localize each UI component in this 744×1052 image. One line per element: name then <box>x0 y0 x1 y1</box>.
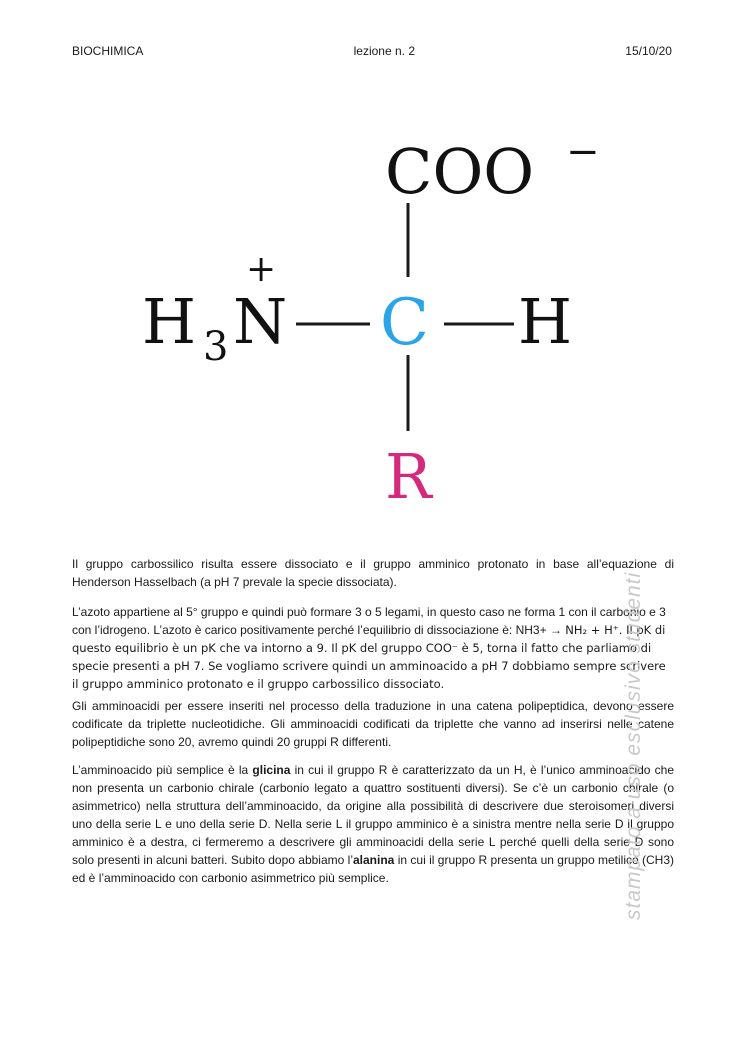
header-lesson: lezione n. 2 <box>353 44 415 58</box>
amine-charge: + <box>246 249 277 290</box>
paragraph-3 <box>72 697 674 751</box>
hydrogen-label: H <box>518 285 573 358</box>
header-date: 15/10/20 <box>625 44 672 58</box>
term-alanina: alanina <box>353 853 395 867</box>
paragraph-2-part-a: L’azoto appartiene al 5° gruppo e quindi può formare 3 o 5 legami, in questo caso ne forma 1 con il carbonio e 3 con l’idrogeno. L’azoto è carico positivamente perché l’equilibrio di dissociazione è: NH3+ → <box>72 605 666 637</box>
paragraph-4-part-3: in cui il gruppo R presenta un gruppo metilico (CH3) ed è l’amminoacido con carbonio asimmetrico più semplice. <box>72 853 675 885</box>
r-group-label: R <box>385 440 432 513</box>
watermark: stampato a uso esclusivo studenti <box>622 571 645 920</box>
paragraph-2-text <box>72 603 674 693</box>
amine-n-label: N <box>233 285 288 358</box>
carboxylate-label: COO <box>385 135 535 208</box>
header-subject: BIOCHIMICA <box>72 44 144 58</box>
paragraph-2 <box>72 603 674 693</box>
alpha-carbon-label: C <box>380 286 429 360</box>
paragraph-1 <box>72 555 674 591</box>
carboxylate-charge: − <box>566 129 600 175</box>
amino-acid-structure-svg <box>130 115 630 515</box>
paragraph-2-part-b: NH₂ + H⁺. Il pK di questo equilibrio è un pK che va intorno a 9. Il pK del gruppo COO⁻ è 5, torna il fatto che parliamo di specie presenti a pH 7. Se vogliamo scrivere quindi un amminoacido a pH 7 dobbiamo sempre scrivere il gruppo amminico protonato e il gruppo carbossilico dissociato. <box>72 623 666 691</box>
paragraph-4-part-1: L’amminoacido più semplice è la <box>72 763 253 777</box>
paragraph-1-text: Il gruppo carbossilico risulta essere dissociato e il gruppo amminico protonato in base all’equazione di Henderson Hasselbach (a pH 7 prevale la specie dissociata). <box>72 557 674 589</box>
paragraph-4-text <box>72 761 674 887</box>
amino-acid-structure-figure <box>130 115 630 515</box>
term-glicina: glicina <box>252 763 291 777</box>
amine-h-label: H <box>142 285 197 358</box>
amine-subscript: 3 <box>203 324 229 370</box>
paragraph-4-part-2: in cui il gruppo R è caratterizzato da un H, è l’unico amminoacido che non presenta un carbonio chirale (carbonio legato a quattro sostituenti diversi). Se c’è un carbonio chirale (o asimmetrico) nella struttura dell’amminoacido, da origine alla possibilità di descrivere due steroisomeri diversi uno della serie L e uno della serie D. Nella serie L il gruppo amminico è a sinistra mentre nella serie D il gruppo amminico è a destra, ci fermeremo a descrivere gli amminoacidi della serie L perché quelli della serie D sono solo presenti in alcuni batteri. Subito dopo abbiamo l’ <box>72 763 675 867</box>
paragraph-4 <box>72 761 674 887</box>
page-header <box>72 44 672 58</box>
paragraph-3-text: Gli amminoacidi per essere inseriti nel processo della traduzione in una catena polipeptidica, devono essere codificate da triplette nucleotidiche. Gli amminoacidi codificati da triplette che vanno ad inserirsi nelle catene polipeptidiche sono 20, avremo quindi 20 gruppi R differenti. <box>72 699 674 749</box>
